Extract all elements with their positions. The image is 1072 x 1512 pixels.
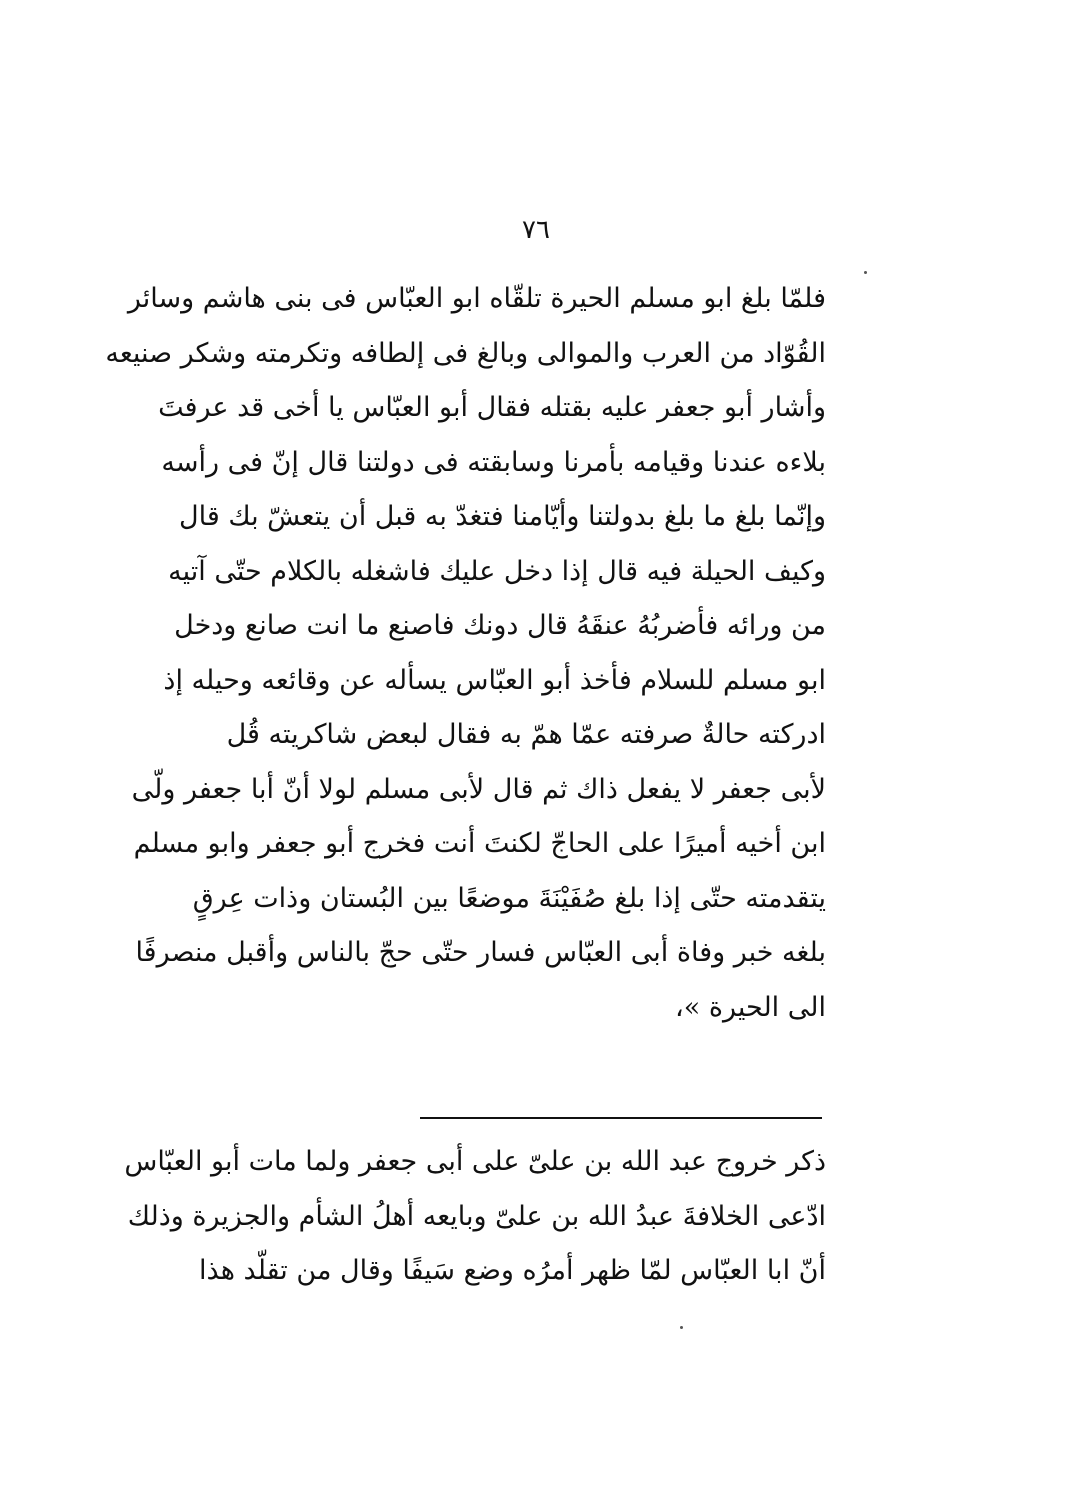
section-text-block [124, 1135, 826, 1299]
text-line: ادركته حالةٌ صرفته عمّا همّ به فقال لبعض شاكريته قُل [226, 719, 826, 750]
text-line: وكيف الحيلة فيه قال إذا دخل عليك فاشغله بالكلام حتّى آتيه [168, 555, 826, 587]
text-line: وإنّما بلغ ما بلغ بدولتنا وأيّامنا فتغدّ به قبل أن يتعشّ بك قال [178, 501, 826, 532]
text-line: ادّعى الخلافةَ عبدُ الله بن علىّ وبايعه أهلُ الشأم والجزيرة وذلك [127, 1200, 826, 1232]
text-line: وأشار أبو جعفر عليه بقتله فقال أبو العبّاس يا أخى قد عرفتَ [158, 392, 826, 423]
text-line: أنّ ابا العبّاس لمّا ظهر أمرُه وضع سَيفًا وقال من تقلّد هذا [199, 1255, 826, 1286]
text-line: لأبى جعفر لا يفعل ذاك ثم قال لأبى مسلم لولا أنّ أبا جعفر ولّى [131, 773, 826, 805]
text-line: ابو مسلم للسلام فأخذ أبو العبّاس يسأله عن وقائعه وحيله إذ [163, 664, 826, 696]
main-text-block [105, 272, 826, 1035]
text-line: ذكر خروج عبد الله بن علىّ على أبى جعفر ولما مات أبو العبّاس [124, 1146, 826, 1177]
text-line: ابن أخيه أميرًا على الحاجّ لكنتَ أنت فخرج أبو جعفر وابو مسلم [133, 828, 826, 859]
section-divider [420, 1117, 822, 1119]
page-number: ٧٦ [522, 215, 550, 245]
text-line: القُوّاد من العرب والموالى وبالغ فى إلطافه وتكرمته وشكر صنيعه [105, 337, 826, 369]
ink-speck [864, 271, 867, 274]
text-line: من ورائه فأضربُهُ عنقَهُ قال دونك فاصنع ما انت صانع ودخل [174, 610, 826, 641]
text-line: يتقدمته حتّى إذا بلغ صُفَيْنَةَ موضعًا بين البُستان وذات عِرقٍ [192, 882, 826, 914]
text-line: فلمّا بلغ ابو مسلم الحيرة تلقّاه ابو العبّاس فى بنى هاشم وسائر [127, 283, 826, 314]
text-line: الى الحيرة »، [675, 991, 826, 1023]
ink-speck [680, 1326, 683, 1329]
text-line: بلغه خبر وفاة أبى العبّاس فسار حتّى حجّ بالناس وأقبل منصرفًا [135, 937, 826, 968]
text-line: بلاءه عندنا وقيامه بأمرنا وسابقته فى دولتنا قال إنّ فى رأسه [161, 446, 826, 478]
